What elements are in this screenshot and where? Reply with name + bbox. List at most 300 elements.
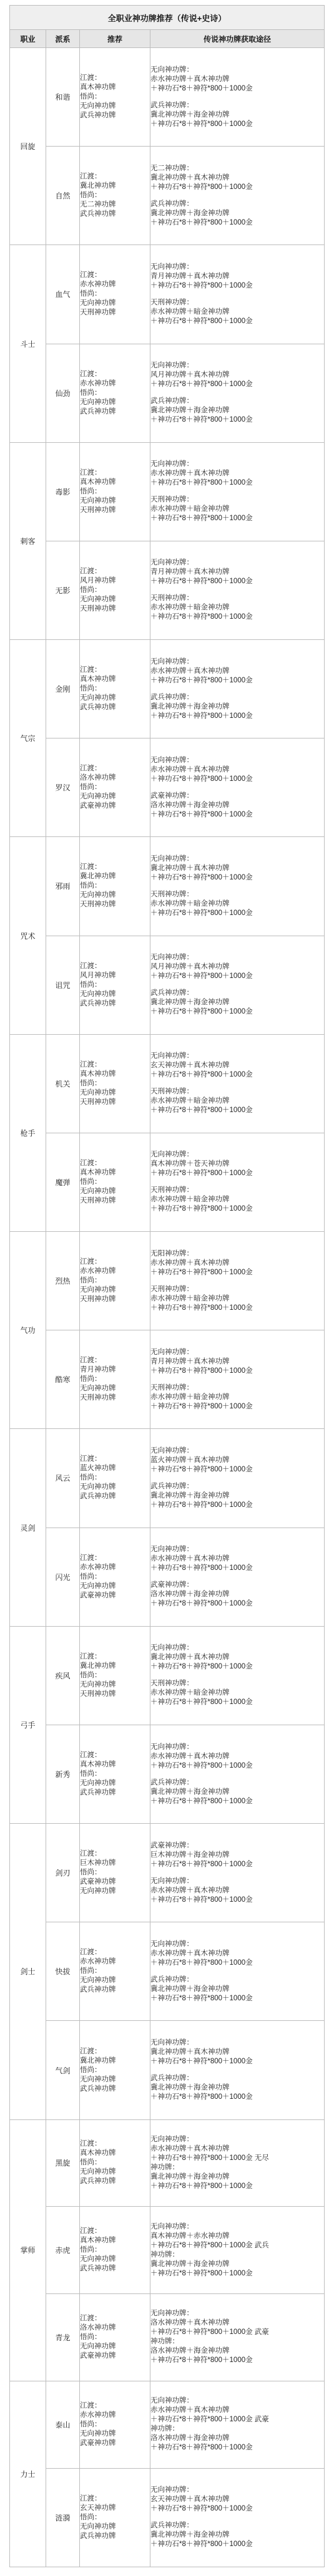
path-line: 神功牌： <box>150 2425 179 2433</box>
path-line: 赤水神功牌＋真木神功牌 <box>150 765 230 773</box>
rec-cell <box>80 1133 150 1231</box>
path-line: 武兵神功牌： <box>150 1975 194 1983</box>
path-line: 武兵神功牌： <box>150 989 194 997</box>
rec-line: 赤水神功牌 <box>80 379 116 387</box>
table-row <box>10 936 325 1034</box>
table-row <box>10 640 325 738</box>
table-row <box>10 1429 325 1528</box>
rec-line: 青月神功牌 <box>80 1366 116 1374</box>
school-cell: 气剑 <box>46 2021 80 2119</box>
path-line: 赤水神功牌＋真木神功牌 <box>150 2144 230 2152</box>
rec-line: 赤水神功牌 <box>80 1563 116 1571</box>
path-line: 赤水神功牌＋真木神功牌 <box>150 470 230 478</box>
path-line: 冀北神功牌＋真木神功牌 <box>150 1654 230 1662</box>
path-gap <box>150 981 324 989</box>
path-line: ＋神功石*8＋神符*800＋1000金 <box>150 120 253 128</box>
path-line: ＋神功石*8＋神符*800＋1000金 <box>150 1761 253 1770</box>
path-line: 冀北神功牌＋海金神功牌 <box>150 1985 230 1993</box>
path-line: ＋神功石*8＋神符*800＋1000金 <box>150 578 253 586</box>
path-line: 赤水神功牌＋真木神功牌 <box>150 1259 230 1267</box>
path-line: ＋神功石*8＋神符*800＋1000金 <box>150 972 253 981</box>
path-line: 赤水神功牌＋暗金神功牌 <box>150 899 230 908</box>
school-cell: 无影 <box>46 541 80 639</box>
table-row <box>10 2207 325 2294</box>
job-cell: 刺客 <box>10 442 46 639</box>
path-line: 赤水神功牌＋真木神功牌 <box>150 1555 230 1563</box>
rec-line: 悟尚： <box>80 2246 102 2254</box>
table-row <box>10 48 325 147</box>
path-gap <box>150 685 324 693</box>
rec-line: 无向神功牌 <box>80 1977 116 1985</box>
rec-line: 悟尚： <box>80 586 102 594</box>
path-line: 赤水神功牌＋暗金神功牌 <box>150 1196 230 1204</box>
rec-line: 洛水神功牌 <box>80 774 116 782</box>
table-row <box>10 837 325 936</box>
school-cell: 赤虎 <box>46 2207 80 2294</box>
path-line: 洛水神功牌＋真木神功牌 <box>150 2319 230 2327</box>
rec-line: 天刑神功牌 <box>80 1295 116 1304</box>
path-line: 真木神功牌＋苍天神功牌 <box>150 1160 230 1168</box>
school-cell: 泰山 <box>46 2381 80 2468</box>
job-cell: 弓手 <box>10 1626 46 1823</box>
rec-line: 悟尚： <box>80 2066 102 2074</box>
rec-line: 悟尚： <box>80 2159 102 2167</box>
rec-line: 无向神功牌 <box>80 1286 116 1294</box>
path-line: ＋神功石*8＋神符*800＋1000金 <box>150 1896 253 1904</box>
rec-line: 真木神功牌 <box>80 1761 116 1768</box>
rec-cell <box>80 1330 150 1429</box>
path-line: ＋神功石*8＋神符*800＋1000金 <box>150 2182 253 2190</box>
rec-line: 天刑神功牌 <box>80 1690 116 1698</box>
school-cell: 新秀 <box>46 1725 80 1823</box>
path-line: 冀北神功牌＋海金神功牌 <box>150 2172 230 2181</box>
path-line: 武豪神功牌： <box>150 792 194 800</box>
rec-line: 武豪神功牌 <box>80 1591 116 1599</box>
path-line: ＋神功石*8＋神符*800＋1000金 <box>150 515 253 523</box>
path-cell <box>150 2119 325 2207</box>
rec-line: 无向神功牌 <box>80 496 116 505</box>
path-cell <box>150 2021 325 2119</box>
path-line: 洛水神功牌＋海金神功牌 <box>150 1591 230 1599</box>
rec-cell <box>80 2021 150 2119</box>
rec-cell <box>80 48 150 147</box>
path-line: 风月神功牌＋真木神功牌 <box>150 963 230 971</box>
path-line: 天刑神功牌： <box>150 1680 194 1688</box>
path-line: 赤水神功牌＋暗金神功牌 <box>150 1294 230 1302</box>
rec-line: 江渡： <box>80 2494 102 2502</box>
rec-line: 无向神功牌 <box>80 1088 116 1097</box>
path-line: 无向神功牌： <box>150 1877 194 1885</box>
path-line: 无向神功牌： <box>150 460 194 468</box>
path-line: 赤水神功牌＋真木神功牌 <box>150 2406 230 2414</box>
header-job: 职业 <box>10 30 46 48</box>
path-line: 冀北神功牌＋海金神功牌 <box>150 1491 230 1499</box>
rec-line: 赤水神功牌 <box>80 1267 116 1276</box>
school-cell: 诅咒 <box>46 936 80 1034</box>
path-line: 无向神功牌： <box>150 1940 194 1948</box>
rec-cell <box>80 147 150 245</box>
path-line: 天刑神功牌： <box>150 1186 194 1194</box>
path-line: 武豪神功牌： <box>150 1581 194 1589</box>
school-cell: 金刚 <box>46 640 80 738</box>
rec-line: 江渡： <box>80 2314 102 2322</box>
rec-line: 玄天神功牌 <box>80 2504 116 2512</box>
path-line: ＋神功石*8＋神符*800＋1000金 <box>150 775 253 783</box>
path-line: ＋神功石*8＋神符*800＋1000金 <box>150 479 253 487</box>
rec-cell <box>80 936 150 1034</box>
path-line: ＋神功石*8＋神符*800＋1000金 <box>150 2269 253 2277</box>
rec-line: 天刑神功牌 <box>80 604 116 613</box>
header-row <box>10 30 325 48</box>
rec-line: 无向神功牌 <box>80 2255 116 2264</box>
path-line: 冀北神功牌＋海金神功牌 <box>150 2084 230 2092</box>
path-line: 无向神功牌： <box>150 2222 194 2230</box>
rec-line: 江渡： <box>80 1357 102 1365</box>
rec-line: 无向神功牌 <box>80 2429 116 2438</box>
path-cell <box>150 2207 325 2294</box>
path-line: 武兵神功牌： <box>150 1778 194 1786</box>
path-line: 冀北神功牌＋海金神功牌 <box>150 1788 230 1796</box>
path-gap <box>150 1080 324 1087</box>
rec-line: 悟尚： <box>80 389 102 397</box>
path-line: 无二神功牌： <box>150 164 194 172</box>
path-line: ＋神功石*8＋神符*800＋1000金 <box>150 1008 253 1016</box>
path-line: 无向神功牌： <box>150 2039 194 2047</box>
path-line: 赤水神功牌＋真木神功牌 <box>150 1752 230 1760</box>
path-line: 神功牌： <box>150 2163 179 2171</box>
path-cell <box>150 1922 325 2021</box>
rec-line: 天刑神功牌 <box>80 1196 116 1204</box>
path-line: ＋神功石*8＋神符*800＋1000金 <box>150 1600 253 1608</box>
path-line: ＋神功石*8＋神符*800＋1000金 无尽 <box>150 2154 269 2162</box>
path-line: 无向神功牌： <box>150 2135 194 2143</box>
path-line: 冀北神功牌＋海金神功牌 <box>150 999 230 1007</box>
rec-line: 江渡： <box>80 1949 102 1957</box>
rec-line: 无向神功牌 <box>80 102 116 110</box>
path-line: ＋神功石*8＋神符*800＋1000金 <box>150 1959 253 1967</box>
path-line: 冀北神功牌＋海金神功牌 <box>150 2260 230 2268</box>
rec-cell <box>80 2381 150 2468</box>
path-line: 蓝火神功牌＋真木神功牌 <box>150 1456 230 1464</box>
rec-line: 悟尚： <box>80 1178 102 1186</box>
rec-line: 冀北神功牌 <box>80 182 116 190</box>
rec-line: 江渡： <box>80 2227 102 2235</box>
rec-line: 真木神功牌 <box>80 2149 116 2157</box>
school-cell: 罗汉 <box>46 738 80 837</box>
rec-line: 江渡： <box>80 2140 102 2148</box>
path-line: 冀北神功牌＋真木神功牌 <box>150 173 230 182</box>
rec-line: 风月神功牌 <box>80 576 116 584</box>
table-row <box>10 2381 325 2468</box>
rec-cell <box>80 640 150 738</box>
path-line: ＋神功石*8＋神符*800＋1000金 <box>150 1367 253 1375</box>
rec-line: 悟尚： <box>80 1869 102 1877</box>
table-row <box>10 1922 325 2021</box>
path-line: ＋神功石*8＋神符*800＋1000金 <box>150 810 253 818</box>
path-gap <box>150 1178 324 1186</box>
rec-cell <box>80 344 150 442</box>
path-line: 洛水神功牌＋海金神功牌 <box>150 801 230 809</box>
rec-cell <box>80 837 150 936</box>
path-line: 赤水神功牌＋暗金神功牌 <box>150 1097 230 1105</box>
path-cell <box>150 442 325 541</box>
path-cell <box>150 837 325 936</box>
path-line: ＋神功石*8＋神符*800＋1000金 <box>150 1564 253 1572</box>
path-line: ＋神功石*8＋神符*800＋1000金 <box>150 1797 253 1805</box>
rec-line: 江渡： <box>80 567 102 575</box>
rec-cell <box>80 442 150 541</box>
path-line: ＋神功石*8＋神符*800＋1000金 <box>150 1268 253 1276</box>
rec-line: 江渡： <box>80 863 102 871</box>
path-cell <box>150 640 325 738</box>
school-cell: 毒影 <box>46 442 80 541</box>
rec-line: 天刑神功牌 <box>80 1394 116 1402</box>
rec-cell <box>80 245 150 344</box>
path-line: 玄天神功牌＋真木神功牌 <box>150 1062 230 1070</box>
path-cell <box>150 1824 325 1922</box>
school-cell: 快拔 <box>46 1922 80 2021</box>
path-line: ＋神功石*8＋神符*800＋1000金 <box>150 712 253 720</box>
path-line: 冀北神功牌＋海金神功牌 <box>150 407 230 415</box>
path-gap <box>150 1277 324 1285</box>
path-line: ＋神功石*8＋神符*800＋1000金 <box>150 1205 253 1213</box>
path-cell <box>150 1725 325 1823</box>
path-line: ＋神功石*8＋神符*800＋1000金 <box>150 873 253 881</box>
path-line: ＋神功石*8＋神符*800＋1000金 <box>150 416 253 424</box>
path-line: ＋神功石*8＋神符*800＋1000金 <box>150 218 253 226</box>
school-cell: 青龙 <box>46 2294 80 2381</box>
path-line: ＋神功石*8＋神符*800＋1000金 <box>150 2058 253 2066</box>
path-cell <box>150 344 325 442</box>
path-gap <box>150 883 324 890</box>
path-line: ＋神功石*8＋神符*800＋1000金 武豪 <box>150 2416 269 2424</box>
path-line: ＋神功石*8＋神符*800＋1000金 <box>150 183 253 191</box>
school-cell: 剑刃 <box>46 1824 80 1922</box>
path-line: ＋神功石*8＋神符*800＋1000金 <box>150 2093 253 2101</box>
path-cell <box>150 2468 325 2567</box>
rec-line: 江渡： <box>80 370 102 378</box>
path-line: ＋神功石*8＋神符*800＋1000金 <box>150 84 253 92</box>
table-row <box>10 245 325 344</box>
path-line: 无向神功牌： <box>150 855 194 863</box>
rec-line: 武兵神功牌 <box>80 2265 116 2273</box>
school-cell: 自然 <box>46 147 80 245</box>
rec-line: 江渡： <box>80 2401 102 2409</box>
table-row <box>10 738 325 837</box>
path-line: 神功牌： <box>150 2338 179 2346</box>
path-line: 赤水神功牌＋暗金神功牌 <box>150 505 230 513</box>
rec-line: 真木神功牌 <box>80 1070 116 1078</box>
path-line: ＋神功石*8＋神符*800＋1000金 <box>150 2356 253 2365</box>
rec-line: 武豪神功牌 <box>80 802 116 810</box>
path-line: 赤水神功牌＋暗金神功牌 <box>150 1393 230 1401</box>
path-line: ＋神功石*8＋神符*800＋1000金 <box>150 2540 253 2549</box>
path-gap <box>150 2066 324 2074</box>
path-gap <box>150 586 324 594</box>
rec-line: 悟尚： <box>80 685 102 693</box>
path-line: ＋神功石*8＋神符*800＋1000金 <box>150 909 253 917</box>
rec-line: 江渡： <box>80 1652 102 1660</box>
path-line: 无向神功牌： <box>150 559 194 567</box>
rec-line: 无向神功牌 <box>80 2522 116 2530</box>
path-gap <box>150 1672 324 1679</box>
recommendation-table <box>9 5 325 2567</box>
rec-line: 武兵神功牌 <box>80 2532 116 2540</box>
rec-line: 洛水神功牌 <box>80 2323 116 2331</box>
table-row <box>10 1824 325 1922</box>
path-cell <box>150 1528 325 1626</box>
path-line: 冀北神功牌＋海金神功牌 <box>150 2531 230 2539</box>
path-line: 无阳神功牌： <box>150 1249 194 1257</box>
path-line: ＋神功石*8＋神符*800＋1000金 <box>150 1994 253 2002</box>
rec-line: 江渡： <box>80 1159 102 1167</box>
rec-line: 悟尚： <box>80 1671 102 1679</box>
school-cell: 魔弹 <box>46 1133 80 1231</box>
school-cell: 涟漪 <box>46 2468 80 2567</box>
rec-line: 武兵神功牌 <box>80 704 116 712</box>
rec-line: 冀北神功牌 <box>80 1662 116 1670</box>
rec-line: 无向神功牌 <box>80 1680 116 1688</box>
path-line: ＋神功石*8＋神符*800＋1000金 <box>150 1402 253 1410</box>
path-line: 神功牌： <box>150 2250 179 2259</box>
path-line: 武豪神功牌： <box>150 1841 194 1849</box>
rec-line: 武兵神功牌 <box>80 999 116 1007</box>
title-row <box>10 6 325 30</box>
path-line: 赤水神功牌＋真木神功牌 <box>150 667 230 675</box>
path-line: 无向神功牌： <box>150 954 194 962</box>
rec-line: 江渡： <box>80 1554 102 1562</box>
table-row <box>10 1133 325 1231</box>
rec-line: 江渡： <box>80 962 102 970</box>
job-cell: 灵剑 <box>10 1429 46 1626</box>
path-line: 洛水神功牌＋海金神功牌 <box>150 2434 230 2443</box>
path-gap <box>150 192 324 200</box>
path-line: 武兵神功牌： <box>150 1482 194 1490</box>
job-cell: 气宗 <box>10 640 46 837</box>
path-line: 赤水神功牌＋暗金神功牌 <box>150 307 230 316</box>
path-gap <box>150 784 324 792</box>
rec-line: 江渡： <box>80 1258 102 1266</box>
path-line: ＋神功石*8＋神符*800＋1000金 <box>150 1465 253 1473</box>
path-line: ＋神功石*8＋神符*800＋1000金 <box>150 1169 253 1178</box>
rec-cell <box>80 2294 150 2381</box>
path-line: ＋神功石*8＋神符*800＋1000金 武豪 <box>150 2328 269 2336</box>
rec-line: 赤水神功牌 <box>80 1958 116 1966</box>
rec-cell <box>80 1824 150 1922</box>
path-line: ＋神功石*8＋神符*800＋1000金 <box>150 317 253 325</box>
table-row <box>10 147 325 245</box>
rec-line: 武兵神功牌 <box>80 2177 116 2186</box>
path-line: 赤水神功牌＋真木神功牌 <box>150 1886 230 1894</box>
rec-cell <box>80 1626 150 1725</box>
rec-line: 无向神功牌 <box>80 1385 116 1393</box>
rec-line: 无向神功牌 <box>80 398 116 406</box>
rec-line: 无向神功牌 <box>80 2342 116 2350</box>
path-line: 天刑神功牌： <box>150 1285 194 1293</box>
path-line: ＋神功石*8＋神符*800＋1000金 <box>150 2505 253 2513</box>
rec-cell <box>80 738 150 837</box>
path-line: 天刑神功牌： <box>150 1088 194 1096</box>
path-cell <box>150 541 325 639</box>
rec-line: 江渡： <box>80 1455 102 1463</box>
table-row <box>10 344 325 442</box>
path-line: 无向神功牌： <box>150 756 194 764</box>
rec-line: 悟尚： <box>80 2333 102 2341</box>
rec-line: 无向神功牌 <box>80 299 116 307</box>
path-line: 赤水神功牌＋暗金神功牌 <box>150 1689 230 1697</box>
rec-cell <box>80 1922 150 2021</box>
rec-line: 无向神功牌 <box>80 1187 116 1195</box>
rec-line: 江渡： <box>80 1751 102 1759</box>
path-line: ＋神功石*8＋神符*800＋1000金 <box>150 613 253 621</box>
path-line: 无向神功牌： <box>150 1348 194 1356</box>
table-body <box>10 48 325 2567</box>
rec-line: 巨木神功牌 <box>80 1859 116 1867</box>
rec-line: 悟尚： <box>80 1572 102 1581</box>
rec-line: 江渡： <box>80 765 102 773</box>
path-gap <box>150 1376 324 1383</box>
rec-cell <box>80 1034 150 1133</box>
page-title: 全职业神功牌推荐（传说+史诗） <box>10 6 325 30</box>
path-line: 无向神功牌： <box>150 362 194 370</box>
rec-line: 武兵神功牌 <box>80 1493 116 1501</box>
path-cell <box>150 147 325 245</box>
job-cell: 力士 <box>10 2381 46 2567</box>
table-row <box>10 2119 325 2207</box>
school-cell: 酷寒 <box>46 1330 80 1429</box>
rec-line: 无向神功牌 <box>80 595 116 603</box>
school-cell: 黑旋 <box>46 2119 80 2207</box>
path-line: 无向神功牌： <box>150 2486 194 2494</box>
path-cell <box>150 1232 325 1330</box>
table-row <box>10 541 325 639</box>
table-row <box>10 2294 325 2381</box>
rec-cell <box>80 1725 150 1823</box>
job-cell: 剑士 <box>10 1824 46 2120</box>
path-line: 天刑神功牌： <box>150 1383 194 1392</box>
path-line: 玄天神功牌＋真木神功牌 <box>150 2496 230 2504</box>
rec-line: 无向神功牌 <box>80 1483 116 1491</box>
path-line: 天刑神功牌： <box>150 594 194 603</box>
path-line: ＋神功石*8＋神符*800＋1000金 <box>150 1663 253 1671</box>
rec-cell <box>80 2468 150 2567</box>
path-line: 武兵神功牌： <box>150 2522 194 2530</box>
rec-line: 武兵神功牌 <box>80 407 116 415</box>
rec-line: 冀北神功牌 <box>80 873 116 881</box>
path-line: 天刑神功牌： <box>150 890 194 898</box>
rec-line: 真木神功牌 <box>80 1168 116 1176</box>
school-cell: 风云 <box>46 1429 80 1528</box>
rec-line: 无二神功牌 <box>80 201 116 209</box>
path-gap <box>150 1869 324 1877</box>
rec-cell <box>80 2119 150 2207</box>
rec-cell <box>80 1528 150 1626</box>
path-cell <box>150 2381 325 2468</box>
path-line: 洛水神功牌＋海金神功牌 <box>150 2347 230 2355</box>
rec-line: 真木神功牌 <box>80 2237 116 2245</box>
rec-line: 悟尚： <box>80 1375 102 1383</box>
rec-line: 悟尚： <box>80 2513 102 2521</box>
path-line: ＋神功石*8＋神符*800＋1000金 <box>150 1860 253 1868</box>
school-cell: 疾风 <box>46 1626 80 1725</box>
job-cell: 气功 <box>10 1232 46 1429</box>
path-line: ＋神功石*8＋神符*800＋1000金 <box>150 2444 253 2452</box>
path-cell <box>150 2294 325 2381</box>
path-line: ＋神功石*8＋神符*800＋1000金 <box>150 281 253 289</box>
path-line: ＋神功石*8＋神符*800＋1000金 <box>150 1106 253 1115</box>
rec-line: 无向神功牌 <box>80 793 116 801</box>
rec-line: 蓝火神功牌 <box>80 1465 116 1473</box>
